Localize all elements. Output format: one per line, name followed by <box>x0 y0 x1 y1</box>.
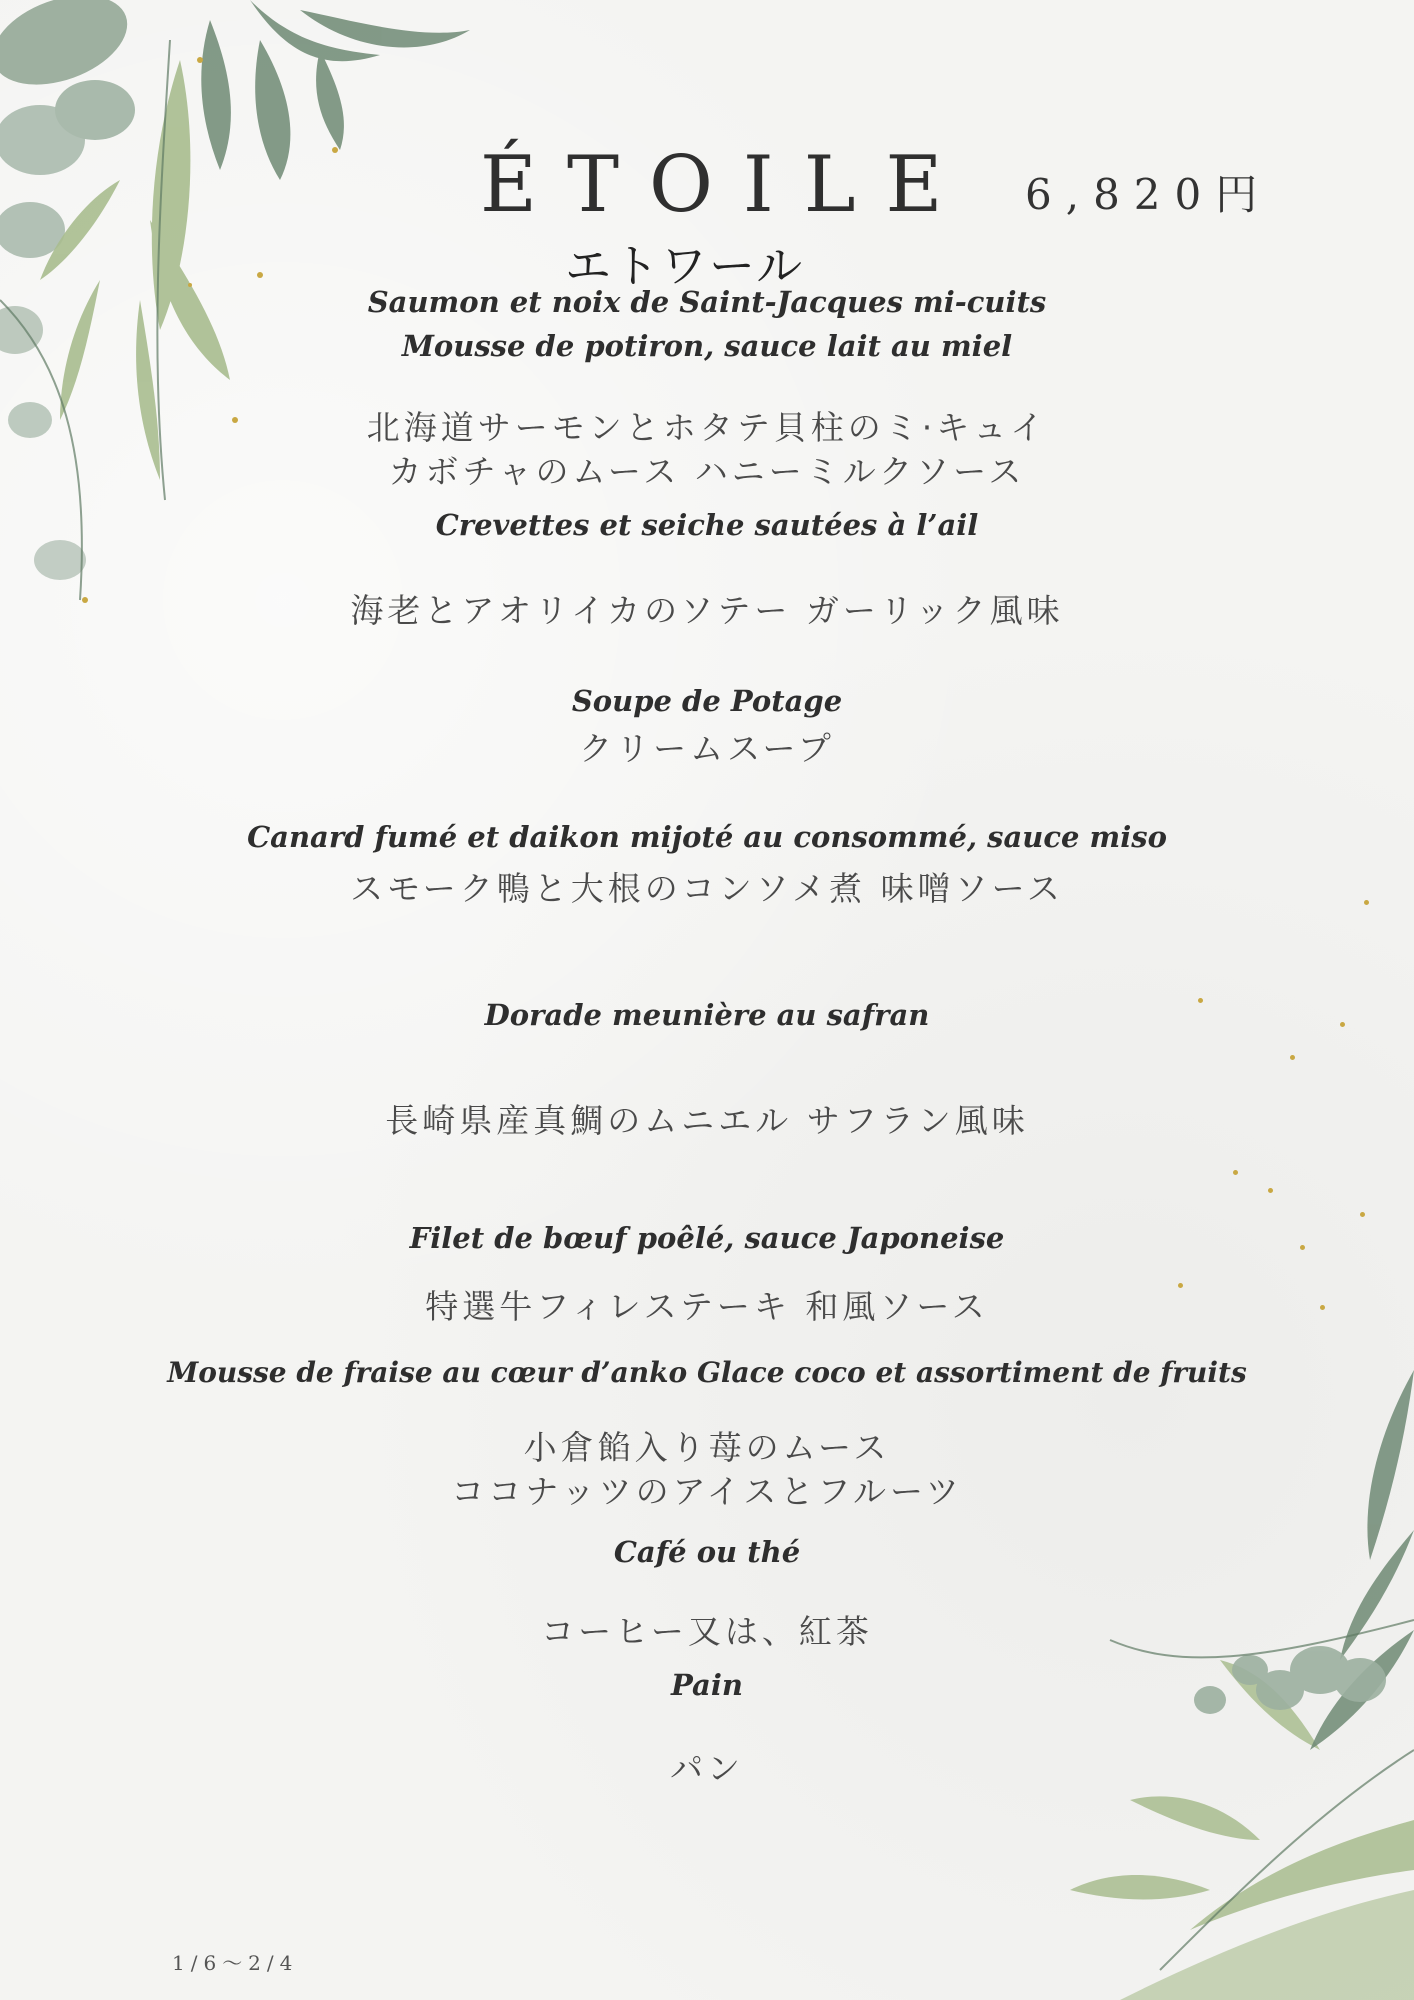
gold-speckle-icon <box>1360 1212 1365 1217</box>
course-7-fr: Mousse de fraise au cœur d’anko Glace coco et assortiment de fruits <box>167 1356 1247 1389</box>
course-9-jp: パン <box>670 1749 744 1788</box>
course-1-fr-line-1: Saumon et noix de Saint-Jacques mi-cuits <box>367 285 1047 319</box>
course-9-fr: Pain <box>671 1668 743 1702</box>
date-range: 1/6～2/4 <box>172 1951 299 1975</box>
course-5-fr: Dorade meunière au safran <box>484 998 930 1032</box>
course-6-jp: 特選牛フィレステーキ 和風ソース <box>425 1287 989 1326</box>
course-1-jp-line-1: 北海道サーモンとホタテ貝柱のミ·キュイ <box>366 408 1048 447</box>
course-3-jp: クリームスープ <box>579 729 835 768</box>
course-4-fr: Canard fumé et daikon mijoté au consommé, sauce miso <box>247 820 1167 854</box>
course-8-jp: コーヒー又は、紅茶 <box>541 1612 873 1651</box>
course-2-fr: Crevettes et seiche sautées à l’ail <box>435 508 979 542</box>
gold-speckle-icon <box>1290 1055 1295 1060</box>
course-3-fr: Soupe de Potage <box>571 684 843 718</box>
course-8-fr: Café ou thé <box>613 1535 801 1569</box>
course-2-jp: 海老とアオリイカのソテー ガーリック風味 <box>350 591 1064 630</box>
gold-speckle-icon <box>1268 1188 1273 1193</box>
menu-subtitle: エトワール <box>565 239 805 293</box>
course-1-fr-line-2: Mousse de potiron, sauce lait au miel <box>401 329 1013 363</box>
course-6-fr: Filet de bœuf poêlé, sauce Japoneise <box>409 1221 1005 1255</box>
gold-speckle-icon <box>1233 1170 1238 1175</box>
course-1-jp-line-2: カボチャのムース ハニーミルクソース <box>388 452 1026 491</box>
course-7-jp-line-1: 小倉餡入り苺のムース <box>523 1428 891 1467</box>
course-4-jp: スモーク鴨と大根のコンソメ煮 味噌ソース <box>350 869 1064 908</box>
menu-price: 6,820円 <box>1025 170 1272 219</box>
course-5-jp: 長崎県産真鯛のムニエル サフラン風味 <box>385 1101 1029 1140</box>
course-7-jp-line-2: ココナッツのアイスとフルーツ <box>451 1472 963 1511</box>
menu-title: ÉTOILE <box>480 140 973 230</box>
